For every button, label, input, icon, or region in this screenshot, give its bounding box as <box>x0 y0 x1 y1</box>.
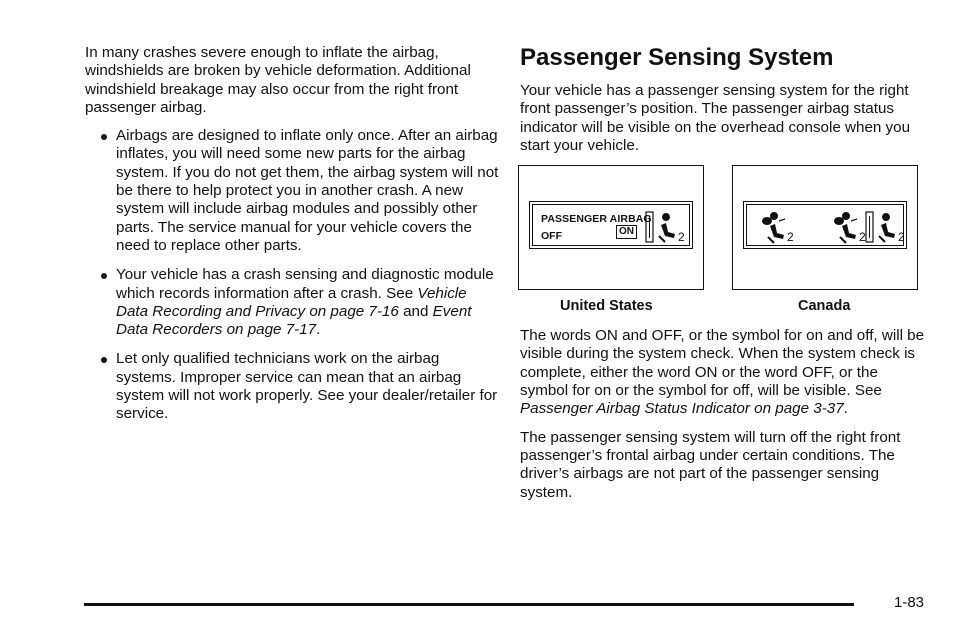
left-column <box>85 44 500 435</box>
system-check-text: The words ON and OFF, or the symbol for on and off, will be visible during the system check. When the system check is complete, either the word ON or the word OFF, or the symbol for on or the symbol for off, will be visible. See <box>520 327 925 400</box>
canada-indicator-panel <box>732 165 918 290</box>
seat-number-ca-3: 2 <box>898 230 905 245</box>
united-states-label: United States <box>560 298 653 315</box>
us-on-label: ON <box>616 225 637 239</box>
canada-label: Canada <box>798 298 851 315</box>
us-indicator-display <box>529 201 693 249</box>
section-title: Passenger Sensing System <box>520 44 834 71</box>
seated-passenger-icon <box>865 209 909 247</box>
right-column <box>520 44 930 512</box>
event-data-recorders-link[interactable]: Event Data Recorders on page 7-17 <box>116 302 472 339</box>
airbag-indicator-figure <box>518 165 948 315</box>
airbag-off-paragraph: The passenger sensing system will turn off the right front passenger’s frontal airbag under certain conditions. The driver’s airbags are not part of the passenger sensing system. <box>520 428 901 501</box>
bullet-item-crash-module <box>85 266 500 339</box>
bullet-item-inflate-once: Airbags are designed to inflate only once. After an airbag inflates, you will need some new parts for the airbag system. If you do not get them, the airbag system will not be there to help protect you in another crash. A new system will include airbag modules and possibly other parts. The service manual for your vehicle covers the need to replace other parts. <box>85 127 500 255</box>
and-text: and <box>403 302 429 320</box>
seat-number-ca-1: 2 <box>787 230 794 245</box>
footer-rule <box>84 603 854 606</box>
sensing-intro-paragraph: Your vehicle has a passenger sensing system for the right front passenger’s position. The passenger airbag status indicator will be visible on the overhead console when you start your vehicle. <box>520 82 911 154</box>
canada-indicator-display <box>743 201 907 249</box>
bullet-text: Your vehicle has a crash sensing and diagnostic module which records information after a crash. See <box>116 266 494 302</box>
seat-number-us: 2 <box>678 230 685 245</box>
bullet-list <box>85 127 500 423</box>
system-check-paragraph <box>520 327 930 418</box>
us-indicator-title: PASSENGER AIRBAG <box>541 213 652 226</box>
period: . <box>843 400 848 418</box>
us-off-label: OFF <box>541 230 562 243</box>
page-number: 1-83 <box>894 594 925 611</box>
passenger-airbag-status-link[interactable]: Passenger Airbag Status Indicator on page 3-37 <box>520 400 844 418</box>
vehicle-data-recording-link[interactable]: Vehicle Data Recording and Privacy on page 7-16 <box>116 284 467 320</box>
seated-passenger-icon <box>645 209 689 247</box>
airbag-deploy-icon <box>757 209 801 247</box>
seat-number-ca-2: 2 <box>859 230 866 245</box>
intro-paragraph: In many crashes severe enough to inflate the airbag, windshields are broken by vehicle deformation. Additional windshield breakage may also occur from the right front passenger airbag. <box>85 44 471 116</box>
us-indicator-panel <box>518 165 704 290</box>
bullet-item-qualified-technicians: Let only qualified technicians work on the airbag systems. Improper service can mean that an airbag system will not work properly. See your dealer/retailer for service. <box>85 350 500 423</box>
period: . <box>316 321 321 339</box>
